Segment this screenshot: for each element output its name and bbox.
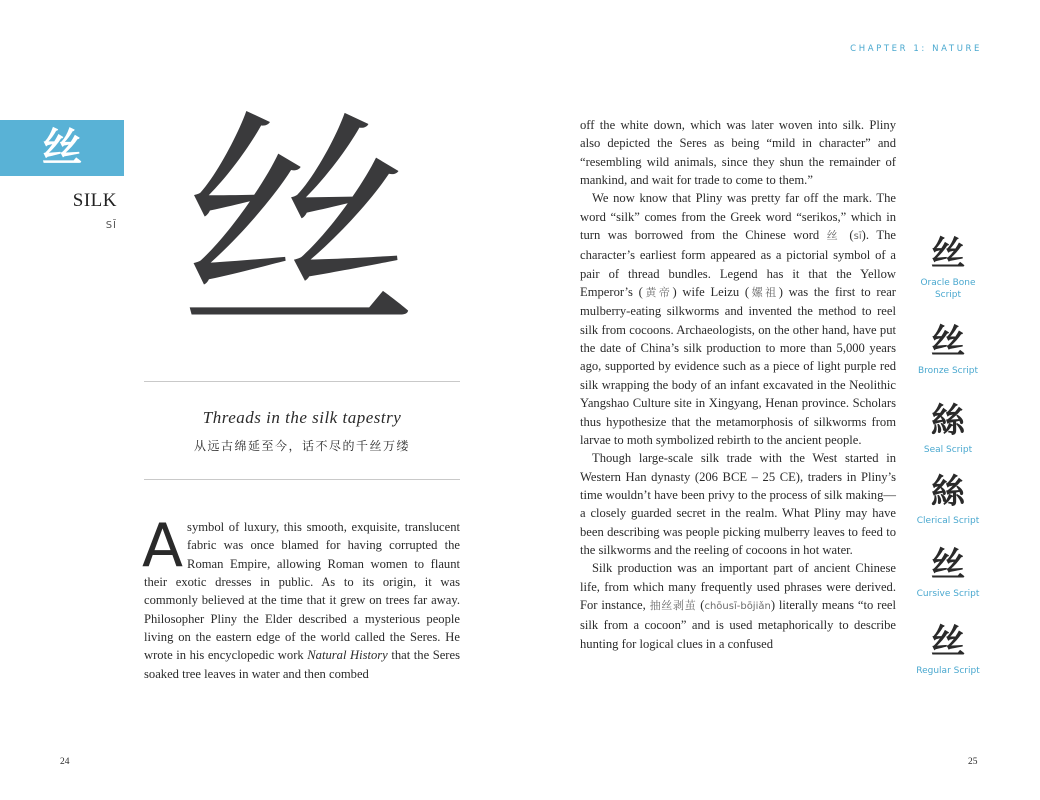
book-title: Natural History	[307, 648, 388, 663]
right-paragraph-3: Though large-scale silk trade with the West started in Western Han dynasty (206 BCE – 25 CE), traders in Pliny’s time wouldn’t have been privy to the process of silk making—a closely guarded secret in the realm. What Pliny may have been describing was people picking mulberry leaves to feed to the silkworms and the reeling of cocoons in hot water.	[580, 451, 896, 557]
divider-top	[144, 381, 460, 382]
script-label: Regular Script	[916, 666, 980, 676]
right-paragraph-4: Silk production was an important part of ancient Chinese life, from which many frequently used phrases were derived. For instance, 抽丝剥茧 (chōusī-bōjiǎn) literally means “to reel silk from a cocoon” and is used metaphorically to describe hunting for logical clues in a confused	[580, 561, 897, 651]
script-glyph: 絲	[931, 472, 965, 512]
script-glyph: 丝	[931, 622, 965, 662]
script-label: Oracle Bone Script	[920, 278, 976, 300]
large-character: 丝	[179, 89, 417, 366]
script-glyph: 丝	[931, 545, 965, 585]
script-label: Cursive Script	[916, 589, 980, 599]
script-glyph: 丝	[931, 234, 965, 274]
entry-character-small: 丝	[42, 125, 82, 171]
script-seal	[908, 401, 988, 457]
subtitle-english: Threads in the silk tapestry	[202, 408, 402, 427]
left-paragraph	[142, 511, 460, 683]
script-label: Seal Script	[923, 445, 973, 455]
entry-word: SILK	[72, 190, 117, 211]
entry-pinyin: SĪ	[105, 220, 117, 231]
script-cursive	[908, 545, 988, 601]
drop-cap: A	[142, 511, 184, 581]
page-number-left: 24	[60, 757, 70, 767]
subtitle-chinese: 从远古绵延至今，话不尽的千丝万缕	[193, 439, 410, 453]
chapter-header: CHAPTER 1: NATURE	[850, 44, 982, 54]
page-number-right: 25	[968, 757, 978, 767]
left-paragraph-end: that the Seres soaked tree leaves in water and then combed	[144, 648, 460, 681]
right-paragraph-1: off the white down, which was later woven into silk. Pliny also depicted the Seres as being “mild in character” and “resembling wild animals, since they shun the remainder of mankind, and wait for trade to come to them.”	[580, 118, 896, 188]
script-glyph: 絲	[931, 401, 965, 441]
divider-bottom	[144, 479, 460, 480]
script-bronze	[908, 322, 988, 378]
right-paragraph-2: We now know that Pliny was pretty far off the mark. The word “silk” comes from the Greek word “serikos,” which in turn was borrowed from the Chinese word 丝 (sī). The character’s earliest form appeared as a pictorial symbol of a pair of thread bundles. Legend has it that the Yellow Emperor’s (黄帝) wife Leizu (嫘祖) was the first to rear mulberry-eating silkworms and invented the method to reel silk from cocoons. Archaeologists, on the other hand, have put the date of China’s silk production to more than 5,000 years ago, supported by evidence such as a piece of light purple red silk wrapping the body of an infant excavated in the Neolithic Yangshao Culture site in Xingyang, Henan province. Scholars thus hypothesize that the metamorphosis of silkworms from larvae to moth symbolized rebirth to the ancient people.	[580, 191, 897, 447]
script-glyph: 丝	[931, 322, 965, 362]
script-regular	[908, 622, 988, 678]
entry-character-badge	[0, 120, 124, 176]
script-label: Clerical Script	[916, 516, 980, 526]
left-paragraph-text: symbol of luxury, this smooth, exquisite, translucent fabric was once blamed for having corrupted the Roman Empire, allowing Roman women to flaunt their exotic dresses in public. As to its origin, it was commonly believed at the time that it grew on trees far away. Philosopher Pliny the Elder described a mysterious people living on the eastern edge of the world called the Seres. He wrote in his encyclopedic work	[144, 520, 460, 663]
right-column-text	[580, 116, 896, 653]
left-column-text	[142, 511, 460, 683]
script-label: Bronze Script	[917, 366, 979, 376]
script-clerical	[908, 472, 988, 528]
script-oracle-bone	[908, 234, 988, 301]
